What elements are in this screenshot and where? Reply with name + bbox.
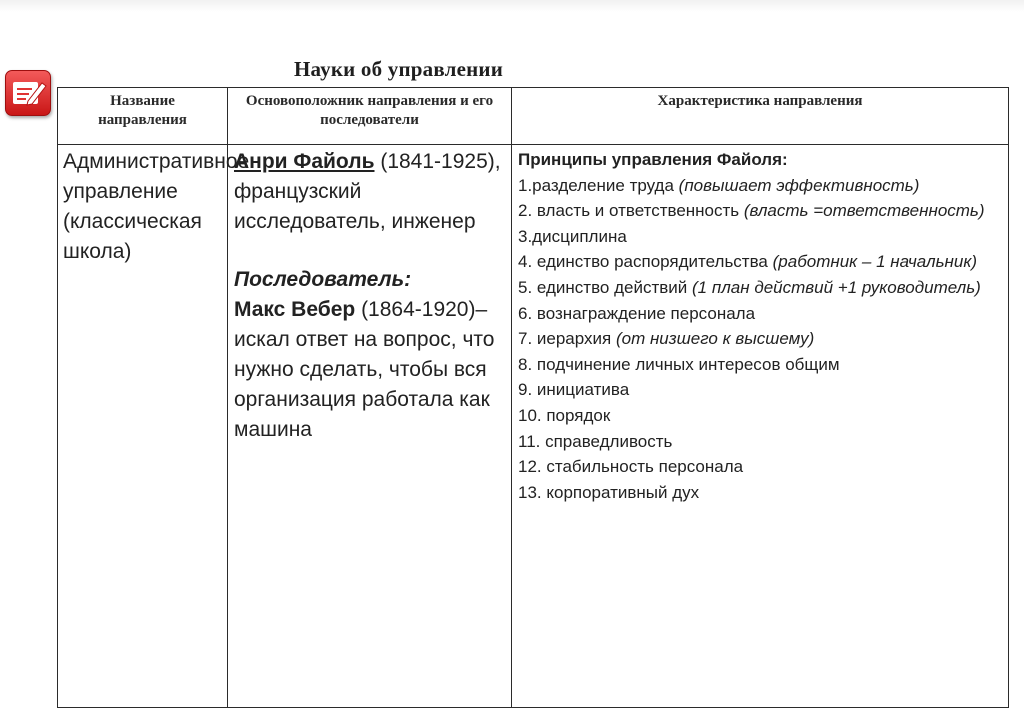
list-item: 12. стабильность персонала	[518, 457, 744, 477]
founder-desc: (1841-1925), французский исследователь, инженер	[234, 150, 501, 233]
header-characteristic: Характеристика направления	[512, 88, 1009, 145]
management-sciences-table	[57, 87, 1009, 708]
follower-label: Последователь:	[234, 268, 412, 291]
list-item: 10. порядок	[518, 405, 611, 425]
header-founder: Основоположник направления и его последователи	[228, 88, 512, 145]
follower-desc: (1864-1920)– искал ответ на вопрос, что нужно сделать, чтобы вся организация работала как машина	[234, 298, 495, 441]
edit-note-icon[interactable]	[5, 70, 51, 116]
table-header-row	[58, 88, 1009, 145]
founder-cell	[228, 145, 512, 708]
list-item: 11. справедливость	[518, 431, 673, 451]
list-item: 1.разделение труда (повышает эффективность)	[518, 175, 920, 195]
list-item: 5. единство действий (1 план действий +1 руководитель)	[518, 277, 981, 297]
direction-name: Административное управление (классическая школа)	[63, 150, 250, 263]
top-shade	[0, 0, 1024, 12]
characteristic-cell	[512, 145, 1009, 708]
slide-title: Науки об управлении	[294, 57, 504, 81]
direction-cell	[58, 145, 250, 708]
list-item: 4. единство распорядительства (работник – 1 начальник)	[518, 252, 978, 272]
list-item: 6. вознаграждение персонала	[518, 303, 756, 323]
founder-name: Анри Файоль	[234, 150, 375, 173]
list-item: 13. корпоративный дух	[518, 482, 700, 502]
list-item: 2. власть и ответственность (власть =ответственность)	[518, 201, 985, 221]
follower-name: Макс Вебер	[234, 298, 356, 321]
table-row	[58, 145, 1009, 708]
list-item: 9. инициатива	[518, 380, 630, 400]
header-direction-name: Название направления	[58, 88, 228, 145]
list-item: 7. иерархия (от низшего к высшему)	[518, 329, 815, 349]
list-item: 3.дисциплина	[518, 226, 627, 246]
principles-title: Принципы управления Файоля:	[518, 150, 788, 169]
list-item: 8. подчинение личных интересов общим	[518, 354, 840, 374]
